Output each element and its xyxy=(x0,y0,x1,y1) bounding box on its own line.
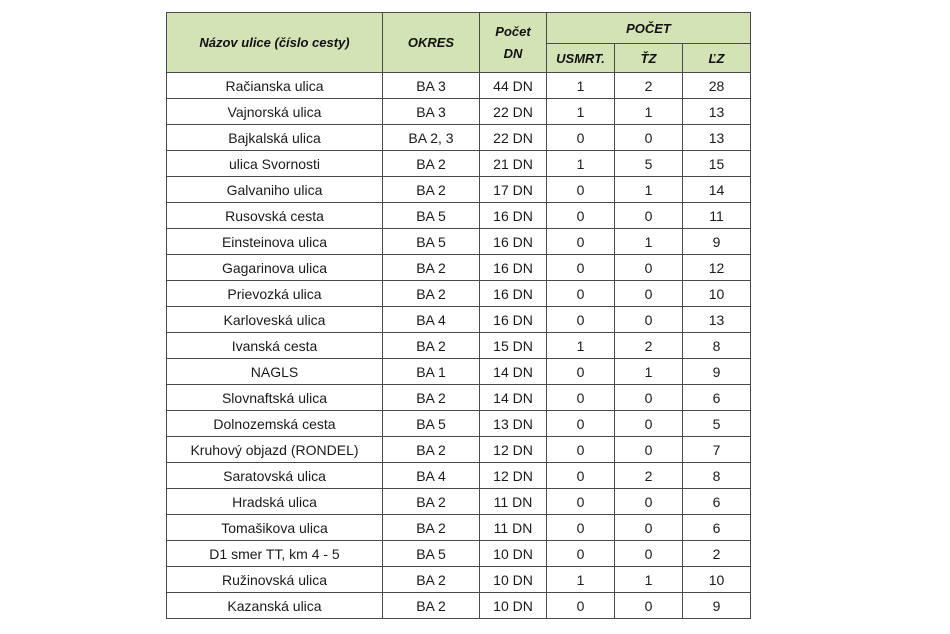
cell-street: Dolnozemská cesta xyxy=(167,411,383,437)
cell-serious-injury: 0 xyxy=(615,125,683,151)
table-row xyxy=(167,489,751,515)
cell-street: Tomašikova ulica xyxy=(167,515,383,541)
cell-accident-count: 15 DN xyxy=(480,333,547,359)
cell-district: BA 2 xyxy=(383,255,480,281)
table-row xyxy=(167,229,751,255)
cell-street: Bajkalská ulica xyxy=(167,125,383,151)
cell-killed: 0 xyxy=(547,385,615,411)
header-accident-count xyxy=(480,13,547,73)
cell-street: Ivanská cesta xyxy=(167,333,383,359)
cell-serious-injury: 2 xyxy=(615,463,683,489)
cell-accident-count: 10 DN xyxy=(480,567,547,593)
cell-district: BA 2 xyxy=(383,177,480,203)
cell-street: Galvaniho ulica xyxy=(167,177,383,203)
header-district: OKRES xyxy=(383,13,480,73)
table-row xyxy=(167,541,751,567)
cell-street: Karloveská ulica xyxy=(167,307,383,333)
table-row xyxy=(167,255,751,281)
header-street: Názov ulice (číslo cesty) xyxy=(167,13,383,73)
cell-accident-count: 22 DN xyxy=(480,99,547,125)
cell-accident-count: 16 DN xyxy=(480,281,547,307)
cell-district: BA 4 xyxy=(383,463,480,489)
cell-serious-injury: 0 xyxy=(615,255,683,281)
cell-accident-count: 10 DN xyxy=(480,541,547,567)
cell-serious-injury: 2 xyxy=(615,333,683,359)
cell-serious-injury: 0 xyxy=(615,411,683,437)
cell-killed: 0 xyxy=(547,489,615,515)
cell-killed: 0 xyxy=(547,307,615,333)
cell-light-injury: 9 xyxy=(683,593,751,619)
cell-killed: 0 xyxy=(547,281,615,307)
cell-serious-injury: 0 xyxy=(615,593,683,619)
table-row xyxy=(167,463,751,489)
table-row xyxy=(167,151,751,177)
table-row xyxy=(167,307,751,333)
cell-street: Prievozká ulica xyxy=(167,281,383,307)
cell-killed: 0 xyxy=(547,359,615,385)
cell-district: BA 2 xyxy=(383,515,480,541)
cell-light-injury: 12 xyxy=(683,255,751,281)
header-row-top xyxy=(167,13,751,44)
header-accident-count-line2: DN xyxy=(503,45,523,61)
cell-light-injury: 8 xyxy=(683,333,751,359)
cell-light-injury: 13 xyxy=(683,307,751,333)
cell-serious-injury: 0 xyxy=(615,281,683,307)
cell-street: Einsteinova ulica xyxy=(167,229,383,255)
cell-light-injury: 9 xyxy=(683,229,751,255)
cell-serious-injury: 1 xyxy=(615,177,683,203)
cell-serious-injury: 0 xyxy=(615,515,683,541)
cell-accident-count: 14 DN xyxy=(480,359,547,385)
cell-street: D1 smer TT, km 4 - 5 xyxy=(167,541,383,567)
cell-district: BA 2, 3 xyxy=(383,125,480,151)
cell-district: BA 5 xyxy=(383,229,480,255)
cell-light-injury: 6 xyxy=(683,515,751,541)
table-row xyxy=(167,281,751,307)
cell-light-injury: 28 xyxy=(683,73,751,99)
header-accident-count-line1: Počet xyxy=(495,23,531,39)
header-serious-injury: ŤZ xyxy=(615,44,683,73)
cell-serious-injury: 0 xyxy=(615,307,683,333)
accident-table xyxy=(166,12,751,619)
table-row xyxy=(167,177,751,203)
cell-district: BA 2 xyxy=(383,567,480,593)
cell-light-injury: 5 xyxy=(683,411,751,437)
cell-killed: 0 xyxy=(547,541,615,567)
cell-killed: 0 xyxy=(547,411,615,437)
header-light-injury: ĽZ xyxy=(683,44,751,73)
cell-killed: 0 xyxy=(547,177,615,203)
table-row xyxy=(167,359,751,385)
header-killed: USMRT. xyxy=(547,44,615,73)
cell-street: NAGLS xyxy=(167,359,383,385)
cell-light-injury: 13 xyxy=(683,125,751,151)
cell-light-injury: 2 xyxy=(683,541,751,567)
table-row xyxy=(167,73,751,99)
cell-killed: 1 xyxy=(547,99,615,125)
cell-light-injury: 8 xyxy=(683,463,751,489)
table-row xyxy=(167,515,751,541)
cell-street: Račianska ulica xyxy=(167,73,383,99)
table-body xyxy=(167,73,751,619)
cell-serious-injury: 1 xyxy=(615,359,683,385)
cell-district: BA 4 xyxy=(383,307,480,333)
cell-street: ulica Svornosti xyxy=(167,151,383,177)
cell-killed: 0 xyxy=(547,437,615,463)
table-row xyxy=(167,125,751,151)
table-row xyxy=(167,411,751,437)
cell-accident-count: 13 DN xyxy=(480,411,547,437)
cell-accident-count: 12 DN xyxy=(480,463,547,489)
cell-light-injury: 6 xyxy=(683,385,751,411)
cell-district: BA 1 xyxy=(383,359,480,385)
cell-killed: 1 xyxy=(547,73,615,99)
cell-light-injury: 13 xyxy=(683,99,751,125)
cell-accident-count: 17 DN xyxy=(480,177,547,203)
header-group-count: POČET xyxy=(547,13,751,44)
cell-accident-count: 16 DN xyxy=(480,307,547,333)
cell-serious-injury: 1 xyxy=(615,567,683,593)
cell-light-injury: 14 xyxy=(683,177,751,203)
cell-district: BA 2 xyxy=(383,489,480,515)
cell-district: BA 2 xyxy=(383,281,480,307)
cell-serious-injury: 0 xyxy=(615,437,683,463)
cell-light-injury: 11 xyxy=(683,203,751,229)
cell-serious-injury: 5 xyxy=(615,151,683,177)
cell-district: BA 2 xyxy=(383,333,480,359)
cell-district: BA 2 xyxy=(383,593,480,619)
cell-serious-injury: 0 xyxy=(615,541,683,567)
cell-serious-injury: 0 xyxy=(615,203,683,229)
cell-street: Kruhový objazd (RONDEL) xyxy=(167,437,383,463)
cell-accident-count: 16 DN xyxy=(480,203,547,229)
cell-light-injury: 6 xyxy=(683,489,751,515)
cell-light-injury: 10 xyxy=(683,281,751,307)
cell-light-injury: 7 xyxy=(683,437,751,463)
cell-killed: 0 xyxy=(547,229,615,255)
table-row xyxy=(167,593,751,619)
cell-serious-injury: 1 xyxy=(615,229,683,255)
cell-killed: 1 xyxy=(547,333,615,359)
cell-street: Kazanská ulica xyxy=(167,593,383,619)
cell-killed: 0 xyxy=(547,463,615,489)
cell-light-injury: 15 xyxy=(683,151,751,177)
cell-district: BA 5 xyxy=(383,541,480,567)
cell-street: Rusovská cesta xyxy=(167,203,383,229)
cell-killed: 0 xyxy=(547,125,615,151)
cell-accident-count: 44 DN xyxy=(480,73,547,99)
cell-accident-count: 14 DN xyxy=(480,385,547,411)
cell-street: Slovnaftská ulica xyxy=(167,385,383,411)
cell-district: BA 2 xyxy=(383,385,480,411)
cell-district: BA 2 xyxy=(383,437,480,463)
cell-accident-count: 22 DN xyxy=(480,125,547,151)
cell-killed: 1 xyxy=(547,567,615,593)
table-row xyxy=(167,437,751,463)
cell-street: Gagarinova ulica xyxy=(167,255,383,281)
cell-district: BA 3 xyxy=(383,99,480,125)
cell-serious-injury: 0 xyxy=(615,385,683,411)
cell-district: BA 5 xyxy=(383,411,480,437)
cell-killed: 1 xyxy=(547,151,615,177)
cell-accident-count: 11 DN xyxy=(480,489,547,515)
cell-killed: 0 xyxy=(547,593,615,619)
cell-district: BA 2 xyxy=(383,151,480,177)
cell-light-injury: 10 xyxy=(683,567,751,593)
cell-serious-injury: 1 xyxy=(615,99,683,125)
cell-accident-count: 11 DN xyxy=(480,515,547,541)
cell-accident-count: 16 DN xyxy=(480,255,547,281)
table-row xyxy=(167,385,751,411)
cell-street: Vajnorská ulica xyxy=(167,99,383,125)
cell-serious-injury: 0 xyxy=(615,489,683,515)
cell-accident-count: 16 DN xyxy=(480,229,547,255)
cell-serious-injury: 2 xyxy=(615,73,683,99)
cell-accident-count: 12 DN xyxy=(480,437,547,463)
cell-killed: 0 xyxy=(547,255,615,281)
cell-street: Saratovská ulica xyxy=(167,463,383,489)
cell-street: Hradská ulica xyxy=(167,489,383,515)
cell-killed: 0 xyxy=(547,515,615,541)
table-row xyxy=(167,99,751,125)
cell-street: Ružinovská ulica xyxy=(167,567,383,593)
cell-district: BA 5 xyxy=(383,203,480,229)
cell-killed: 0 xyxy=(547,203,615,229)
table-row xyxy=(167,203,751,229)
cell-accident-count: 21 DN xyxy=(480,151,547,177)
cell-district: BA 3 xyxy=(383,73,480,99)
table-row xyxy=(167,333,751,359)
table-row xyxy=(167,567,751,593)
cell-light-injury: 9 xyxy=(683,359,751,385)
cell-accident-count: 10 DN xyxy=(480,593,547,619)
